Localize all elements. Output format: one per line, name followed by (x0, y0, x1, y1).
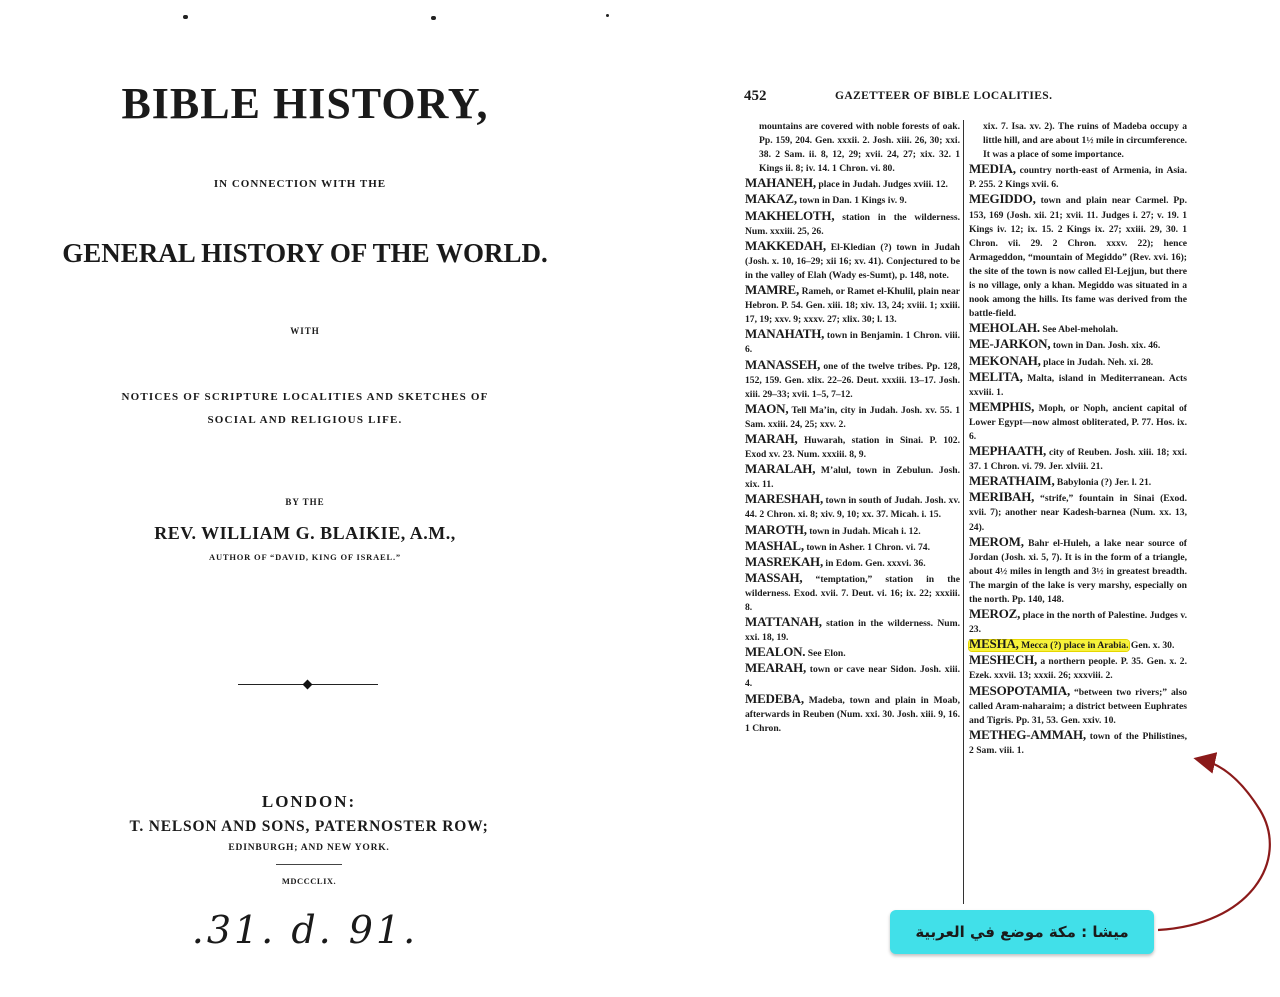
notices-line-2: SOCIAL AND RELIGIOUS LIFE. (207, 414, 403, 426)
entry-body (969, 473, 1152, 489)
running-head: GAZETTEER OF BIBLE LOCALITIES. (835, 90, 1053, 102)
gazetteer-entry (745, 283, 960, 327)
gazetteer-entry (969, 400, 1187, 444)
highlighted-entry-mesha (969, 636, 1129, 652)
gazetteer-entry (745, 239, 960, 283)
entry-headword: MANASSEH, (745, 356, 821, 372)
ornament-diamond (303, 680, 313, 690)
entry-text: Tell Ma’in, city in Judah. Josh. xv. 55. 1 Sam. xxiii. 24, 25; xxv. 2. (745, 404, 960, 430)
entry-headword: MANAHATH, (745, 326, 825, 342)
gazetteer-entry (745, 176, 960, 192)
entry-text: town in Asher. 1 Chron. vi. 74. (803, 541, 930, 553)
gazetteer-entry (745, 692, 960, 736)
entry-headword: MASHAL, (745, 537, 804, 553)
entry-headword: MEMPHIS, (969, 398, 1035, 414)
subtitle-with: WITH (290, 326, 320, 336)
entry-text: town of the Philistines, 2 Sam. viii. 1. (969, 730, 1187, 756)
entry-headword: MAHANEH, (745, 175, 816, 191)
entry-text: Bahr el-Huleh, a lake near source of Jordan (Josh. xi. 5, 7). It is in the form of a triangle, about 4½ miles in length and 3½ in greatest breadth. The margin of the lake is very marshy, especially on the north. Pp. 140, 148. (969, 537, 1187, 605)
gazetteer-column-left (745, 120, 960, 736)
entry-body (745, 521, 921, 537)
gazetteer-entry (745, 192, 960, 208)
entry-body (745, 614, 960, 644)
entry-headword: MESOPOTAMIA, (969, 682, 1070, 698)
subtitle-notices (90, 386, 520, 432)
entry-text: station in the wilderness. Num. xxi. 18, 19. (745, 618, 960, 644)
entry-text: place in the north of Palestine. Judges v. 23. (969, 610, 1187, 636)
entry-headword: MARAH, (745, 430, 798, 446)
gazetteer-entry (969, 607, 1187, 637)
entry-headword: METHEG-AMMAH, (969, 726, 1086, 742)
entry-text: “temptation,” station in the wilderness. Exod. xvii. 7. Deut. vi. 16; ix. 22; xxxiii. 8. (745, 573, 960, 613)
entry-text: Huwarah, station in Sinai. P. 102. Exod xv. 23. Num. xxxiii. 8, 9. (745, 434, 960, 461)
gazetteer-entry (969, 474, 1187, 490)
gazetteer-entry (745, 492, 960, 522)
gazetteer-entry (745, 555, 960, 571)
entry-text: M’alul, town in Zebulun. Josh. xix. 11. (745, 465, 960, 491)
entry-text: town in south of Judah. Josh. xv. 44. 2 Chron. xi. 8; xiv. 9, 10; xx. 37. Micah. i. 15. (745, 495, 960, 521)
gazetteer-entry (969, 120, 1187, 162)
gazetteer-entry (745, 432, 960, 462)
gazetteer-entry (969, 192, 1187, 321)
gazetteer-entry (745, 402, 960, 432)
entry-text: Mecca (?) place in Arabia. (1018, 640, 1129, 652)
entry-body (745, 430, 960, 461)
imprint-publisher: T. NELSON AND SONS, PATERNOSTER ROW; (129, 818, 489, 835)
book-title: BIBLE HISTORY, (121, 79, 489, 128)
entry-headword: MEROZ, (969, 606, 1021, 622)
entry-text: xix. 7. Isa. xv. 2). The ruins of Madeba occupy a little hill, and are about 1½ mile in circumference. It was a place of some importance. (983, 121, 1187, 161)
gazetteer-entry (745, 358, 960, 402)
entry-body (745, 356, 960, 400)
entry-text: Madeba, town and plain in Moab, afterwards in Reuben (Num. xxi. 30. Josh. xiii. 9, 16. 1 Chron. (745, 694, 960, 734)
entry-headword: MERATHAIM, (969, 473, 1055, 489)
annotation-arrow (1140, 750, 1280, 940)
entry-body (745, 553, 926, 569)
entry-text: in Edom. Gen. xxxvi. 36. (823, 557, 926, 569)
gazetteer-entry (745, 462, 960, 492)
gazetteer-entry (745, 523, 960, 539)
entry-text: country north-east of Armenia, in Asia. P. 255. 2 Kings xvii. 6. (969, 165, 1187, 191)
entry-text: place in Judah. Judges xviii. 12. (815, 179, 948, 191)
entry-body (969, 682, 1187, 726)
entry-headword: MEDIA, (969, 161, 1016, 177)
entry-body (745, 400, 960, 430)
subtitle-general-history: GENERAL HISTORY OF THE WORLD. (62, 238, 548, 268)
entry-body (745, 326, 960, 356)
entry-headword: MAON, (745, 400, 789, 416)
entry-text: town in Dan. Josh. xix. 46. (1050, 340, 1161, 352)
gazetteer-entry (969, 162, 1187, 192)
page-number: 452 (744, 88, 767, 104)
gazetteer-entry (745, 120, 960, 176)
by-the: BY THE (285, 497, 325, 507)
year-rule (276, 864, 342, 865)
gazetteer-entry (745, 209, 960, 239)
gazetteer-entry (745, 645, 960, 661)
entry-headword: MEALON. (745, 644, 806, 660)
entry-text: See Abel-meholah. (1040, 324, 1119, 336)
entry-body (969, 652, 1187, 682)
entry-text-after: Gen. x. 30. (1128, 640, 1175, 652)
scan-speck (606, 14, 609, 17)
entry-headword: MAKKEDAH, (745, 237, 826, 253)
notices-line-1: NOTICES OF SCRIPTURE LOCALITIES AND SKETCHES OF (121, 391, 489, 403)
entry-headword: MEHOLAH. (969, 320, 1040, 336)
entry-headword: MASSAH, (745, 569, 803, 585)
entry-body (969, 191, 1187, 320)
entry-headword: MELITA, (969, 368, 1023, 384)
entry-body (969, 368, 1187, 398)
entry-text: town in Benjamin. 1 Chron. viii. 6. (745, 330, 960, 356)
entry-text: Rameh, or Ramet el-Khulil, plain near Hebron. P. 54. Gen. xiii. 18; xiv. 13, 24; xviii. 1; xxiii. 17, 19; xxv. 9; xxxv. 27; xlix. 30; l. 13. (745, 286, 960, 326)
entry-text: station in the wilderness. Num. xxxiii. 25, 26. (745, 211, 960, 237)
entry-text: Moph, or Noph, ancient capital of Lower Egypt—now almost obliterated, P. 77. Hos. ix. 6. (969, 402, 1187, 442)
entry-headword: MEDEBA, (745, 690, 804, 706)
entry-body (745, 282, 960, 326)
gazetteer-entry (969, 684, 1187, 728)
entry-headword: MEKONAH, (969, 352, 1041, 368)
gazetteer-entry (745, 571, 960, 615)
gazetteer-entry (969, 370, 1187, 400)
entry-body (745, 644, 846, 660)
author-credit: AUTHOR OF “DAVID, KING OF ISRAEL.” (209, 552, 401, 562)
entry-body (745, 569, 960, 613)
entry-body (969, 443, 1187, 473)
entry-headword: MASREKAH, (745, 553, 824, 569)
gazetteer-entry (745, 661, 960, 691)
entry-headword: MARALAH, (745, 461, 816, 477)
entry-headword: MATTANAH, (745, 614, 822, 630)
arabic-annotation-text: ميشا : مكة موضع في العربية (915, 923, 1129, 941)
entry-text: a northern people. P. 35. Gen. x. 2. Ezek. xxvii. 13; xxxii. 26; xxxviii. 2. (969, 656, 1187, 682)
entry-headword: MAMRE, (745, 282, 800, 298)
entry-text: town or cave near Sidon. Josh. xiii. 4. (745, 664, 960, 690)
title-page (0, 0, 620, 997)
entry-body (745, 175, 948, 191)
entry-headword: MEROM, (969, 533, 1024, 549)
entry-body (969, 161, 1187, 191)
gazetteer-entry (969, 337, 1187, 353)
entry-headword: MEGIDDO, (969, 191, 1036, 207)
entry-text: “strife,” fountain in Sinai (Exod. xvii. 7); another near Kadesh-barnea (Num. xx. 13, 24). (969, 493, 1187, 533)
entry-text: “between two rivers;” also called Aram-naharaim; a district between Euphrates and Tigris. Pp. 31, 53. Gen. xxiv. 10. (969, 686, 1187, 726)
entry-body (969, 352, 1154, 368)
entry-body (969, 320, 1119, 336)
entry-headword: MAKAZ, (745, 191, 797, 207)
entry-headword: MESHA, (969, 636, 1019, 652)
entry-body (745, 237, 960, 281)
entry-body (969, 533, 1187, 605)
imprint-year: MDCCCLIX. (281, 876, 337, 886)
gazetteer-entry (969, 535, 1187, 607)
entry-text: town in Dan. 1 Kings iv. 9. (796, 195, 907, 207)
arrow-curve (1158, 760, 1270, 930)
entry-body (745, 660, 960, 690)
scan-speck (431, 16, 436, 20)
entry-text: See Elon. (805, 648, 846, 660)
entry-headword: MARESHAH, (745, 491, 824, 507)
entry-text: town in Judah. Micah i. 12. (806, 525, 921, 537)
entry-body (983, 121, 1187, 160)
arabic-annotation-box (890, 910, 1154, 954)
gazetteer-entry (969, 354, 1187, 370)
scan-speck (183, 15, 188, 19)
gazetteer-entry (969, 637, 1187, 653)
entry-body (745, 191, 907, 207)
entry-text: town and plain near Carmel. Pp. 153, 169 (Josh. xii. 21; xvii. 11. Judges i. 27; v. 19. 1 Kings iv. 12; ix. 15. 2 Kings ix. 27; xxiii. 29, 30. 1 Chron. vii. 29. 2 Chron. xxxv. 22); hence Armageddon, “mountain of Megiddo” (Rev. xvi. 16); the site of the town is now called El-Lejjun, but there is no village, only a khan. Megiddo was situated in a nook among the hills. Its fame was derived from the battle-field. (969, 195, 1187, 320)
entry-headword: MERIBAH, (969, 489, 1035, 505)
entry-headword: MAROTH, (745, 521, 807, 537)
entry-headword: MEPHAATH, (969, 443, 1047, 459)
gazetteer-entry (745, 327, 960, 357)
entry-body (745, 491, 960, 521)
entry-headword: MEARAH, (745, 660, 807, 676)
entry-body (969, 606, 1187, 636)
entry-body (745, 207, 960, 237)
gazetteer-entry (969, 653, 1187, 683)
gazetteer-entry (745, 539, 960, 555)
gazetteer-entry (969, 321, 1187, 337)
entry-text: city of Reuben. Josh. xiii. 18; xxi. 37. 1 Chron. vi. 79. Jer. xlviii. 21. (969, 447, 1187, 473)
handwritten-shelfmark: .31. d. 91. (191, 908, 419, 952)
entry-body (969, 336, 1161, 352)
entry-body (745, 537, 930, 553)
gazetteer-column-right (969, 120, 1187, 758)
entry-text: place in Judah. Neh. xi. 28. (1040, 356, 1154, 368)
entry-text: one of the twelve tribes. Pp. 128, 152, 159. Gen. xlix. 22–26. Deut. xxxiii. 13–17. Josh. xiii. 29–33; xvii. 1–5, 7–12. (745, 360, 960, 400)
entry-text: Babylonia (?) Jer. l. 21. (1054, 477, 1152, 489)
subtitle-connection: IN CONNECTION WITH THE (213, 178, 387, 190)
gazetteer-entry (969, 490, 1187, 534)
imprint-city: LONDON: (261, 792, 357, 811)
author-name: REV. WILLIAM G. BLAIKIE, A.M., (154, 523, 456, 543)
column-divider (963, 120, 964, 904)
gazetteer-entry (745, 615, 960, 645)
entry-body (745, 690, 960, 734)
entry-body (745, 461, 960, 491)
entry-text: El-Kledian (?) town in Judah (Josh. x. 10, 16–29; xii 16; xv. 41). Conjectured to be in the valley of Elah (Wady es-Sumt), p. 148, note. (745, 241, 960, 281)
entry-headword: ME-JARKON, (969, 336, 1051, 352)
imprint-cities: EDINBURGH; AND NEW YORK. (228, 843, 390, 853)
entry-body (969, 489, 1187, 533)
entry-text: mountains are covered with noble forests of oak. Pp. 159, 204. Gen. xxxii. 2. Josh. xiii. 26, 30; xxi. 38. 2 Sam. ii. 8, 12, 29; xvii. 24, 27; xix. 32. 1 Kings ii. 8; iv. 14. 1 Chron. vi. 80. (759, 121, 960, 175)
entry-headword: MESHECH, (969, 652, 1038, 668)
entry-text: Malta, island in Mediterranean. Acts xxviii. 1. (969, 372, 1187, 398)
entry-body (759, 121, 960, 174)
entry-headword: MAKHELOTH, (745, 207, 835, 223)
entry-body (969, 398, 1187, 442)
gazetteer-entry (969, 444, 1187, 474)
